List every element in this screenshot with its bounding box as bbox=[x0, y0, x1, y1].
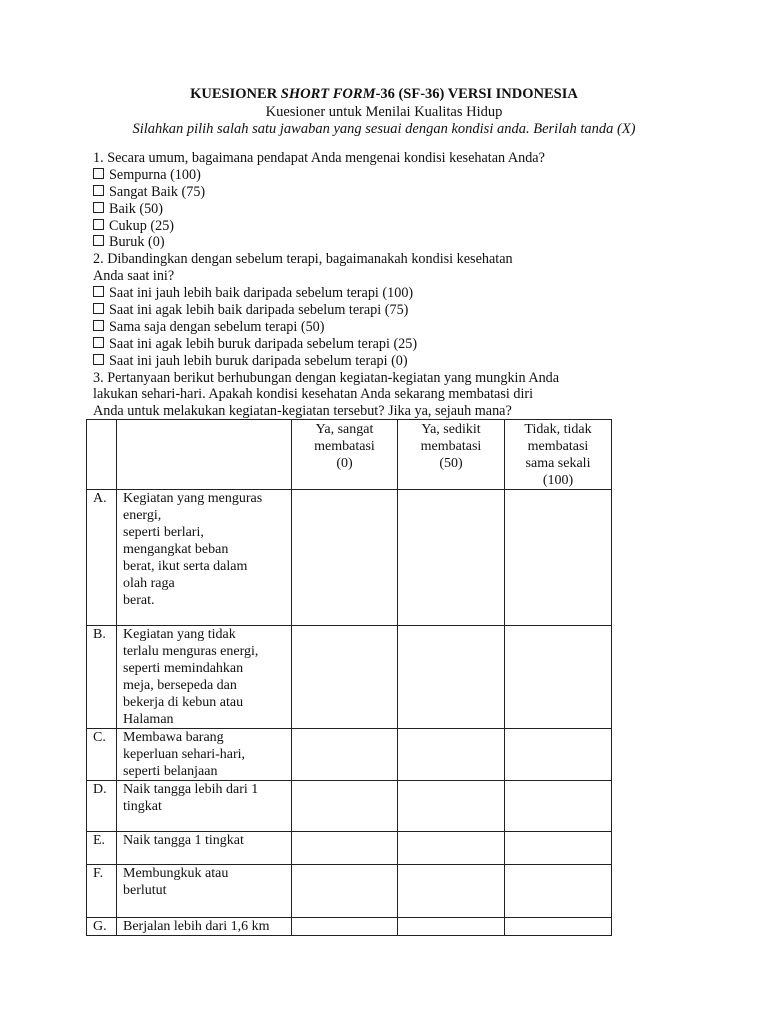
row-activity bbox=[117, 781, 292, 832]
header-empty-cell bbox=[117, 420, 292, 490]
q3-question-line1: 3. Pertanyaan berikut berhubungan dengan kegiatan-kegiatan yang mungkin Anda bbox=[93, 369, 560, 386]
row-letter: F. bbox=[87, 865, 117, 918]
answer-cell-ya-sangat[interactable] bbox=[292, 865, 398, 918]
q1-option-label: Cukup (25) bbox=[109, 217, 175, 234]
header-text: Tidak, tidak bbox=[524, 422, 592, 437]
q2-option-1[interactable] bbox=[93, 302, 653, 319]
answer-cell-ya-sedikit[interactable] bbox=[398, 832, 505, 865]
row-activity bbox=[117, 490, 292, 626]
table-row bbox=[87, 865, 612, 918]
checkbox-icon[interactable] bbox=[93, 320, 104, 331]
answer-cell-tidak[interactable] bbox=[505, 781, 612, 832]
answer-cell-ya-sangat[interactable] bbox=[292, 626, 398, 729]
header-ya-sangat bbox=[292, 420, 398, 490]
q2-question-line1: 2. Dibandingkan dengan sebelum terapi, bagaimanakah kondisi kesehatan bbox=[93, 251, 513, 268]
checkbox-icon[interactable] bbox=[93, 286, 104, 297]
q1-option-label: Sempurna (100) bbox=[109, 166, 201, 183]
answer-cell-ya-sedikit[interactable] bbox=[398, 490, 505, 626]
row-activity bbox=[117, 832, 292, 865]
answer-cell-ya-sedikit[interactable] bbox=[398, 918, 505, 936]
row-letter: C. bbox=[87, 729, 117, 781]
document-title bbox=[0, 86, 768, 103]
q2-option-0[interactable] bbox=[93, 285, 653, 302]
answer-cell-tidak[interactable] bbox=[505, 729, 612, 781]
table-row bbox=[87, 626, 612, 729]
q3-question-line3: Anda untuk melakukan kegiatan-kegiatan tersebut? Jika ya, sejauh mana? bbox=[93, 403, 512, 420]
checkbox-icon[interactable] bbox=[93, 202, 104, 213]
header-text: membatasi bbox=[527, 439, 589, 454]
answer-cell-ya-sedikit[interactable] bbox=[398, 626, 505, 729]
q2-option-3[interactable] bbox=[93, 336, 653, 353]
checkbox-icon[interactable] bbox=[93, 219, 104, 230]
title-italic: SHORT FORM bbox=[280, 86, 376, 102]
q1-option-1[interactable] bbox=[93, 184, 653, 201]
header-text: (100) bbox=[542, 473, 574, 488]
activity-text: berat. bbox=[123, 593, 155, 608]
q1-option-label: Baik (50) bbox=[109, 200, 163, 217]
q1-option-2[interactable] bbox=[93, 201, 653, 218]
answer-cell-tidak[interactable] bbox=[505, 865, 612, 918]
q1-option-label: Sangat Baik (75) bbox=[109, 183, 206, 200]
title-suffix: -36 (SF-36) VERSI INDONESIA bbox=[375, 86, 578, 102]
q2-option-label: Saat ini jauh lebih buruk daripada sebelum terapi (0) bbox=[109, 352, 408, 369]
q2-option-4[interactable] bbox=[93, 353, 653, 370]
answer-cell-ya-sedikit[interactable] bbox=[398, 729, 505, 781]
answer-cell-ya-sangat[interactable] bbox=[292, 832, 398, 865]
answer-cell-tidak[interactable] bbox=[505, 918, 612, 936]
activity-limitation-table bbox=[86, 419, 612, 936]
header-text: membatasi bbox=[314, 439, 375, 454]
answer-cell-ya-sangat[interactable] bbox=[292, 918, 398, 936]
answer-cell-tidak[interactable] bbox=[505, 832, 612, 865]
q1-option-0[interactable] bbox=[93, 167, 653, 184]
checkbox-icon[interactable] bbox=[93, 337, 104, 348]
checkbox-icon[interactable] bbox=[93, 235, 104, 246]
activity-text: Kegiatan yang tidak bbox=[123, 627, 236, 642]
header-ya-sedikit bbox=[398, 420, 505, 490]
activity-text: tingkat bbox=[123, 799, 162, 814]
row-letter: D. bbox=[87, 781, 117, 832]
row-activity bbox=[117, 626, 292, 729]
table-row bbox=[87, 918, 612, 936]
q3-question-line2: lakukan sehari-hari. Apakah kondisi kesehatan Anda sekarang membatasi diri bbox=[93, 386, 534, 403]
checkbox-icon[interactable] bbox=[93, 168, 104, 179]
activity-text: Berjalan lebih dari 1,6 km bbox=[123, 919, 270, 934]
answer-cell-ya-sedikit[interactable] bbox=[398, 781, 505, 832]
activity-text: berat, ikut serta dalam bbox=[123, 559, 248, 574]
header-text: (50) bbox=[439, 456, 463, 471]
q1-option-4[interactable] bbox=[93, 234, 653, 251]
checkbox-icon[interactable] bbox=[93, 354, 104, 365]
activity-text: energi, bbox=[123, 508, 162, 523]
q2-option-label: Saat ini agak lebih baik daripada sebelum terapi (75) bbox=[109, 302, 409, 319]
activity-text: olah raga bbox=[123, 576, 175, 591]
header-text: sama sekali bbox=[525, 456, 591, 471]
header-tidak bbox=[505, 420, 612, 490]
activity-text: Naik tangga lebih dari 1 bbox=[123, 782, 259, 797]
q2-question-line2: Anda saat ini? bbox=[93, 268, 175, 285]
activity-text: Membungkuk atau bbox=[123, 866, 229, 881]
row-letter: B. bbox=[87, 626, 117, 729]
table-row bbox=[87, 490, 612, 626]
header-text: (0) bbox=[336, 456, 353, 471]
row-letter: A. bbox=[87, 490, 117, 626]
activity-text: keperluan sehari-hari, bbox=[123, 747, 246, 762]
answer-cell-ya-sangat[interactable] bbox=[292, 490, 398, 626]
q2-option-2[interactable] bbox=[93, 319, 653, 336]
q2-option-label: Saat ini jauh lebih baik daripada sebelum terapi (100) bbox=[109, 285, 414, 302]
row-activity bbox=[117, 918, 292, 936]
table-row bbox=[87, 729, 612, 781]
answer-cell-ya-sedikit[interactable] bbox=[398, 865, 505, 918]
activity-text: Membawa barang bbox=[123, 730, 224, 745]
row-letter: G. bbox=[87, 918, 117, 936]
header-empty-cell bbox=[87, 420, 117, 490]
answer-cell-ya-sangat[interactable] bbox=[292, 729, 398, 781]
activity-text: berlutut bbox=[123, 883, 167, 898]
title-prefix: KUESIONER bbox=[190, 86, 281, 102]
row-letter: E. bbox=[87, 832, 117, 865]
header-text: Ya, sangat bbox=[315, 422, 374, 437]
activity-text: bekerja di kebun atau bbox=[123, 695, 244, 710]
checkbox-icon[interactable] bbox=[93, 185, 104, 196]
activity-text: mengangkat beban bbox=[123, 542, 229, 557]
q2-option-label: Sama saja dengan sebelum terapi (50) bbox=[109, 318, 325, 335]
answer-cell-ya-sangat[interactable] bbox=[292, 781, 398, 832]
document-instruction: Silahkan pilih salah satu jawaban yang sesuai dengan kondisi anda. Berilah tanda (X) bbox=[132, 121, 636, 137]
q1-question: 1. Secara umum, bagaimana pendapat Anda mengenai kondisi kesehatan Anda? bbox=[93, 150, 545, 166]
activity-text: seperti memindahkan bbox=[123, 661, 244, 676]
activity-text: Naik tangga 1 tingkat bbox=[123, 833, 244, 848]
header-text: membatasi bbox=[420, 439, 482, 454]
document-subtitle: Kuesioner untuk Menilai Kualitas Hidup bbox=[265, 104, 503, 120]
activity-text: Kegiatan yang menguras bbox=[123, 491, 263, 506]
activity-text: terlalu menguras energi, bbox=[123, 644, 259, 659]
row-activity bbox=[117, 729, 292, 781]
activity-text: Halaman bbox=[123, 712, 174, 727]
table-header-row bbox=[87, 420, 612, 490]
questions-block bbox=[93, 150, 653, 420]
checkbox-icon[interactable] bbox=[93, 303, 104, 314]
activity-text: seperti berlari, bbox=[123, 525, 204, 540]
header-text: Ya, sedikit bbox=[421, 422, 481, 437]
q2-option-label: Saat ini agak lebih buruk daripada sebelum terapi (25) bbox=[109, 335, 418, 352]
table-row bbox=[87, 832, 612, 865]
answer-cell-tidak[interactable] bbox=[505, 626, 612, 729]
activity-text: seperti belanjaan bbox=[123, 764, 218, 779]
table-row bbox=[87, 781, 612, 832]
row-activity bbox=[117, 865, 292, 918]
answer-cell-tidak[interactable] bbox=[505, 490, 612, 626]
q1-option-3[interactable] bbox=[93, 218, 653, 235]
activity-text: meja, bersepeda dan bbox=[123, 678, 237, 693]
q1-option-label: Buruk (0) bbox=[109, 234, 165, 251]
